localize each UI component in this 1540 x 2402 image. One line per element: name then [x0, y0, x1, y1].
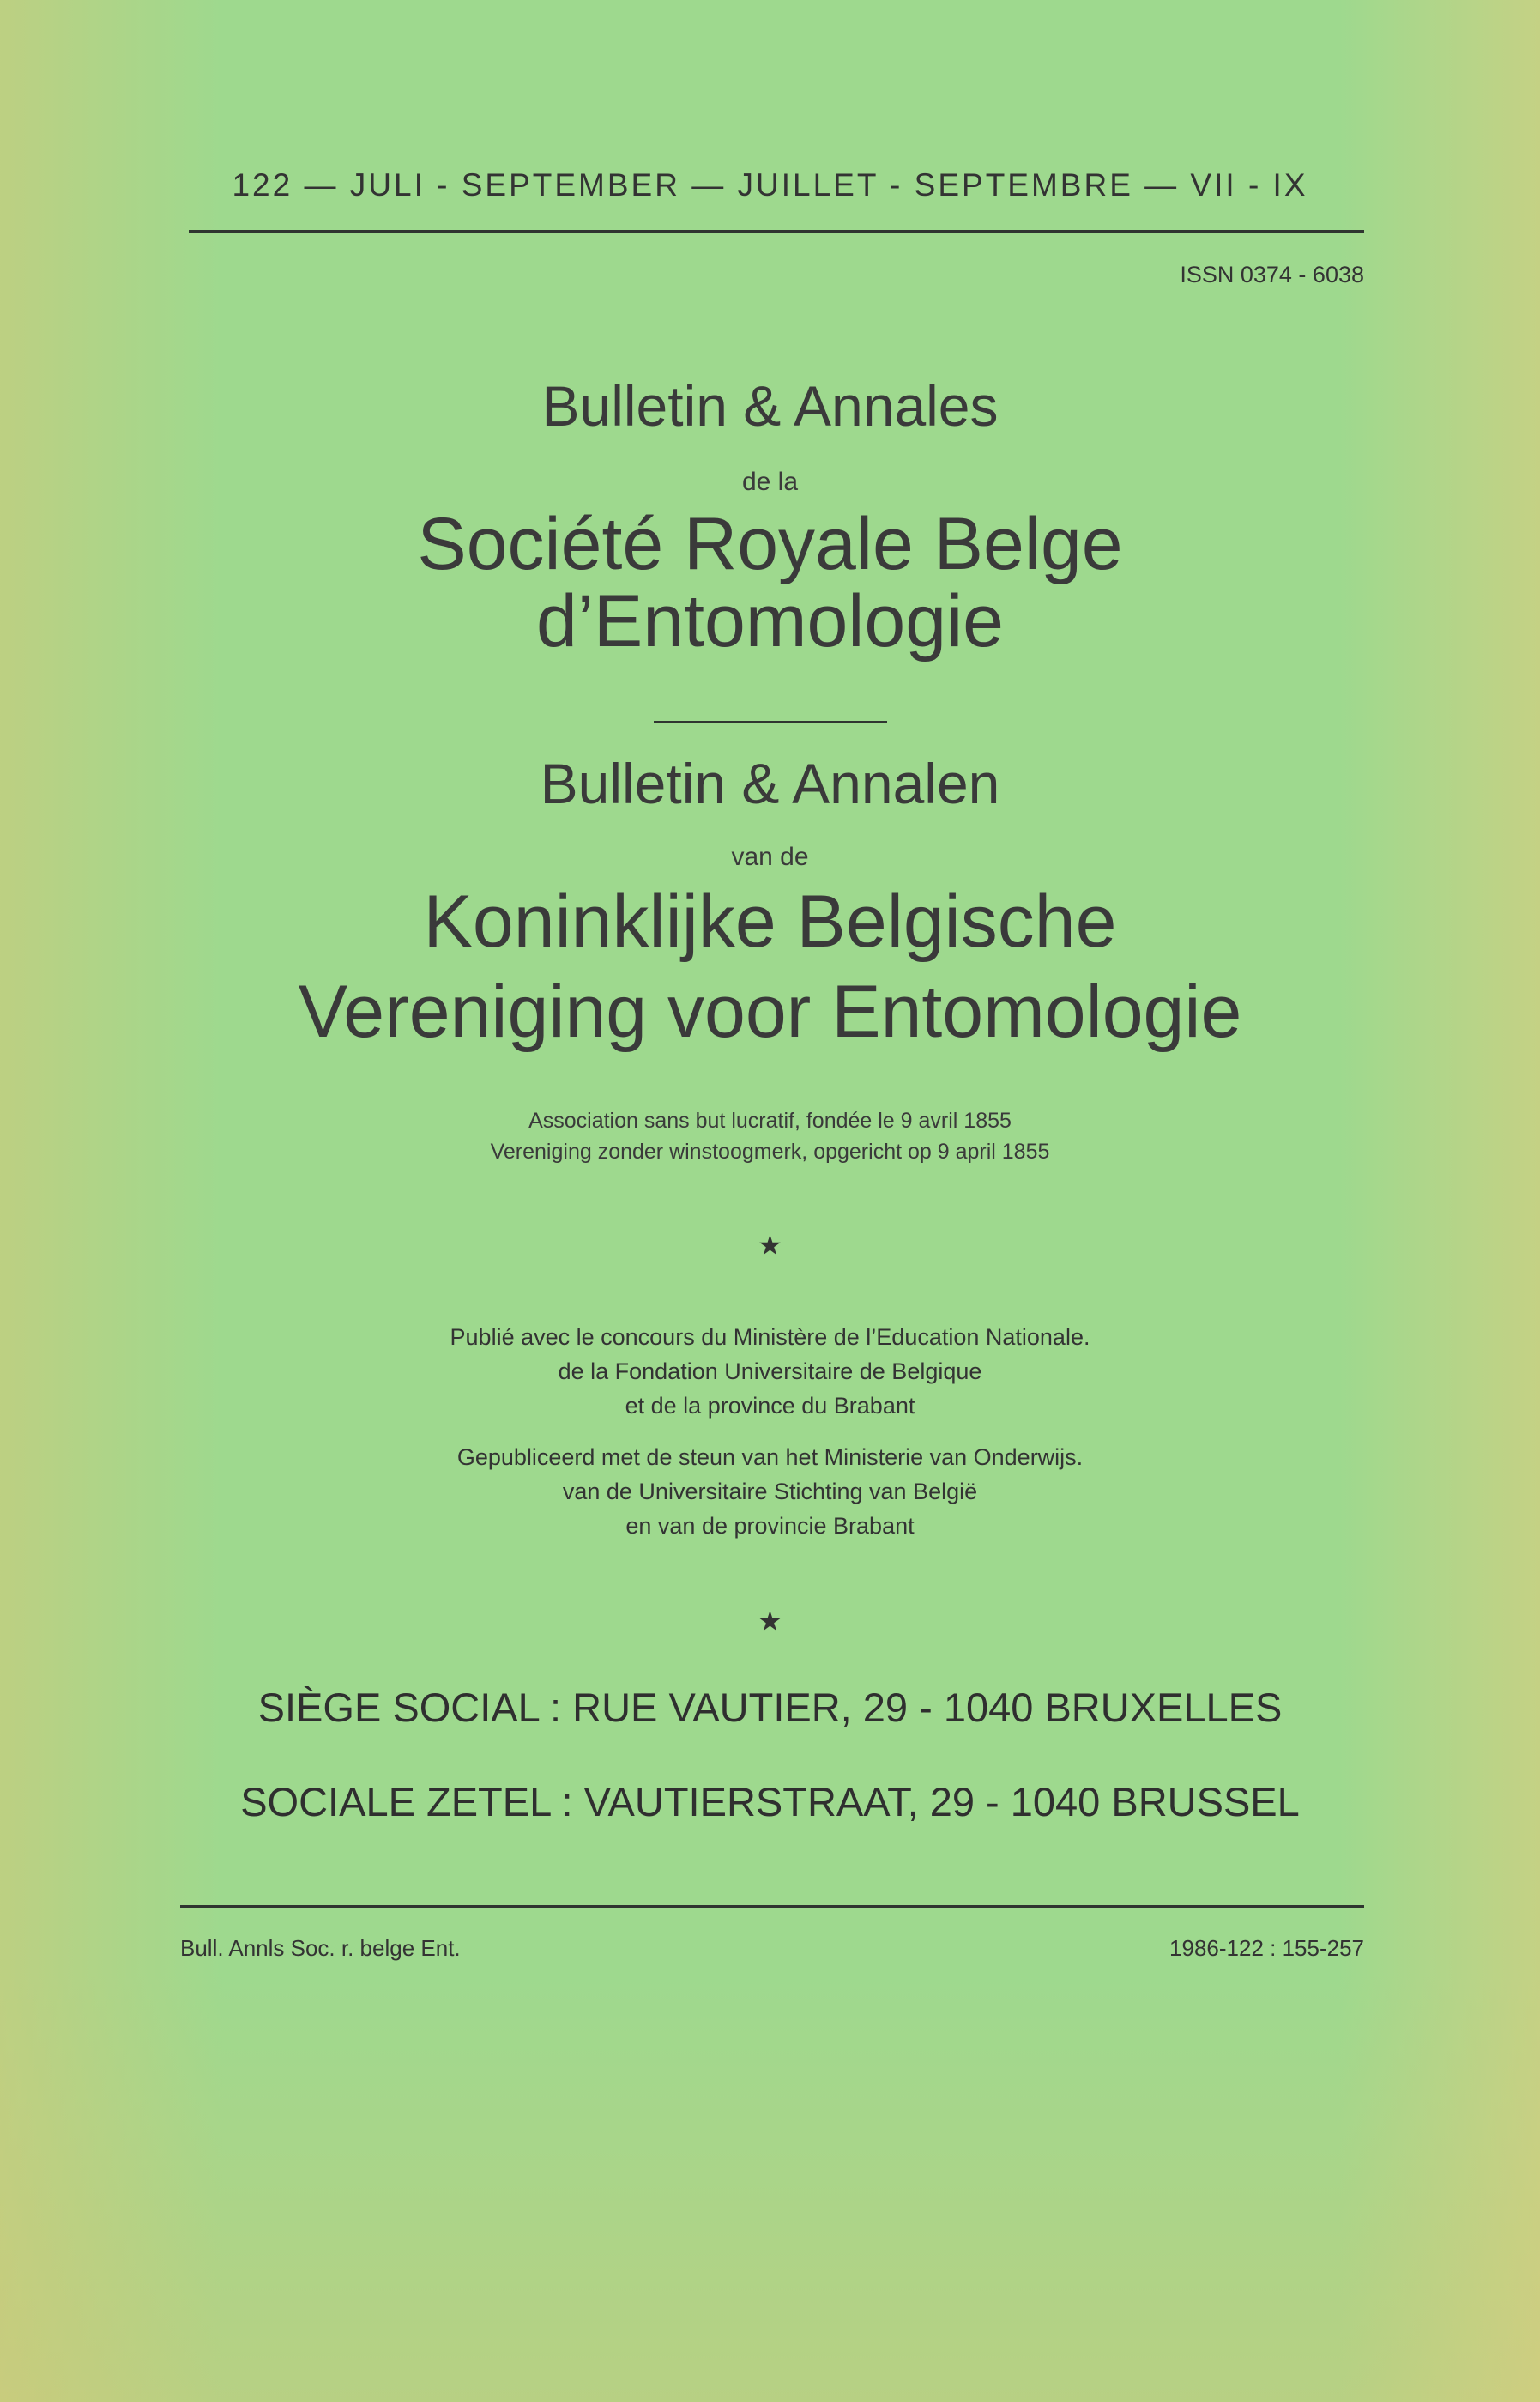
french-society-line2: d’Entomologie [535, 580, 1005, 663]
volume-reference: 1986-122 : 155-257 [1169, 1935, 1364, 1961]
publication-nl-line1: Gepubliceerd met de steun van het Ministerie van Onderwijs. [456, 1444, 1084, 1470]
bottom-rule [180, 1905, 1364, 1908]
dutch-society-line1: Koninklijke Belgische [423, 880, 1117, 963]
star-divider-2: ★ [758, 1606, 782, 1637]
middle-rule [654, 721, 887, 723]
association-note-nl: Vereniging zonder winstoogmerk, opgericht op 9 april 1855 [490, 1140, 1050, 1164]
publication-fr-line3: et de la province du Brabant [625, 1393, 915, 1419]
association-note-fr: Association sans but lucratif, fondée le 9 avril 1855 [528, 1109, 1012, 1133]
french-bulletin-title: Bulletin & Annales [541, 374, 999, 438]
dutch-society-line2: Vereniging voor Entomologie [298, 971, 1242, 1053]
dutch-van-de: van de [731, 843, 809, 871]
issn: ISSN 0374 - 6038 [1180, 262, 1364, 287]
french-society-line1: Société Royale Belge [417, 503, 1123, 585]
publication-nl-line3: en van de provincie Brabant [625, 1513, 915, 1539]
issue-line: 122 — JULI - SEPTEMBER — JUILLET - SEPTEMBRE — VII - IX [232, 167, 1308, 203]
french-de-la: de la [741, 468, 799, 496]
top-rule [189, 230, 1364, 233]
address-nl: SOCIALE ZETEL : VAUTIERSTRAAT, 29 - 1040 BRUSSEL [240, 1779, 1300, 1824]
publication-fr-line2: de la Fondation Universitaire de Belgique [558, 1358, 982, 1384]
star-divider-1: ★ [758, 1230, 782, 1261]
publication-nl-line2: van de Universitaire Stichting van België [562, 1479, 978, 1504]
dutch-bulletin-title: Bulletin & Annalen [540, 752, 1000, 815]
publication-fr-line1: Publié avec le concours du Ministère de l’Education Nationale. [450, 1324, 1090, 1350]
journal-abbreviation: Bull. Annls Soc. r. belge Ent. [180, 1935, 461, 1961]
address-fr: SIÈGE SOCIAL : RUE VAUTIER, 29 - 1040 BRUXELLES [257, 1685, 1283, 1730]
